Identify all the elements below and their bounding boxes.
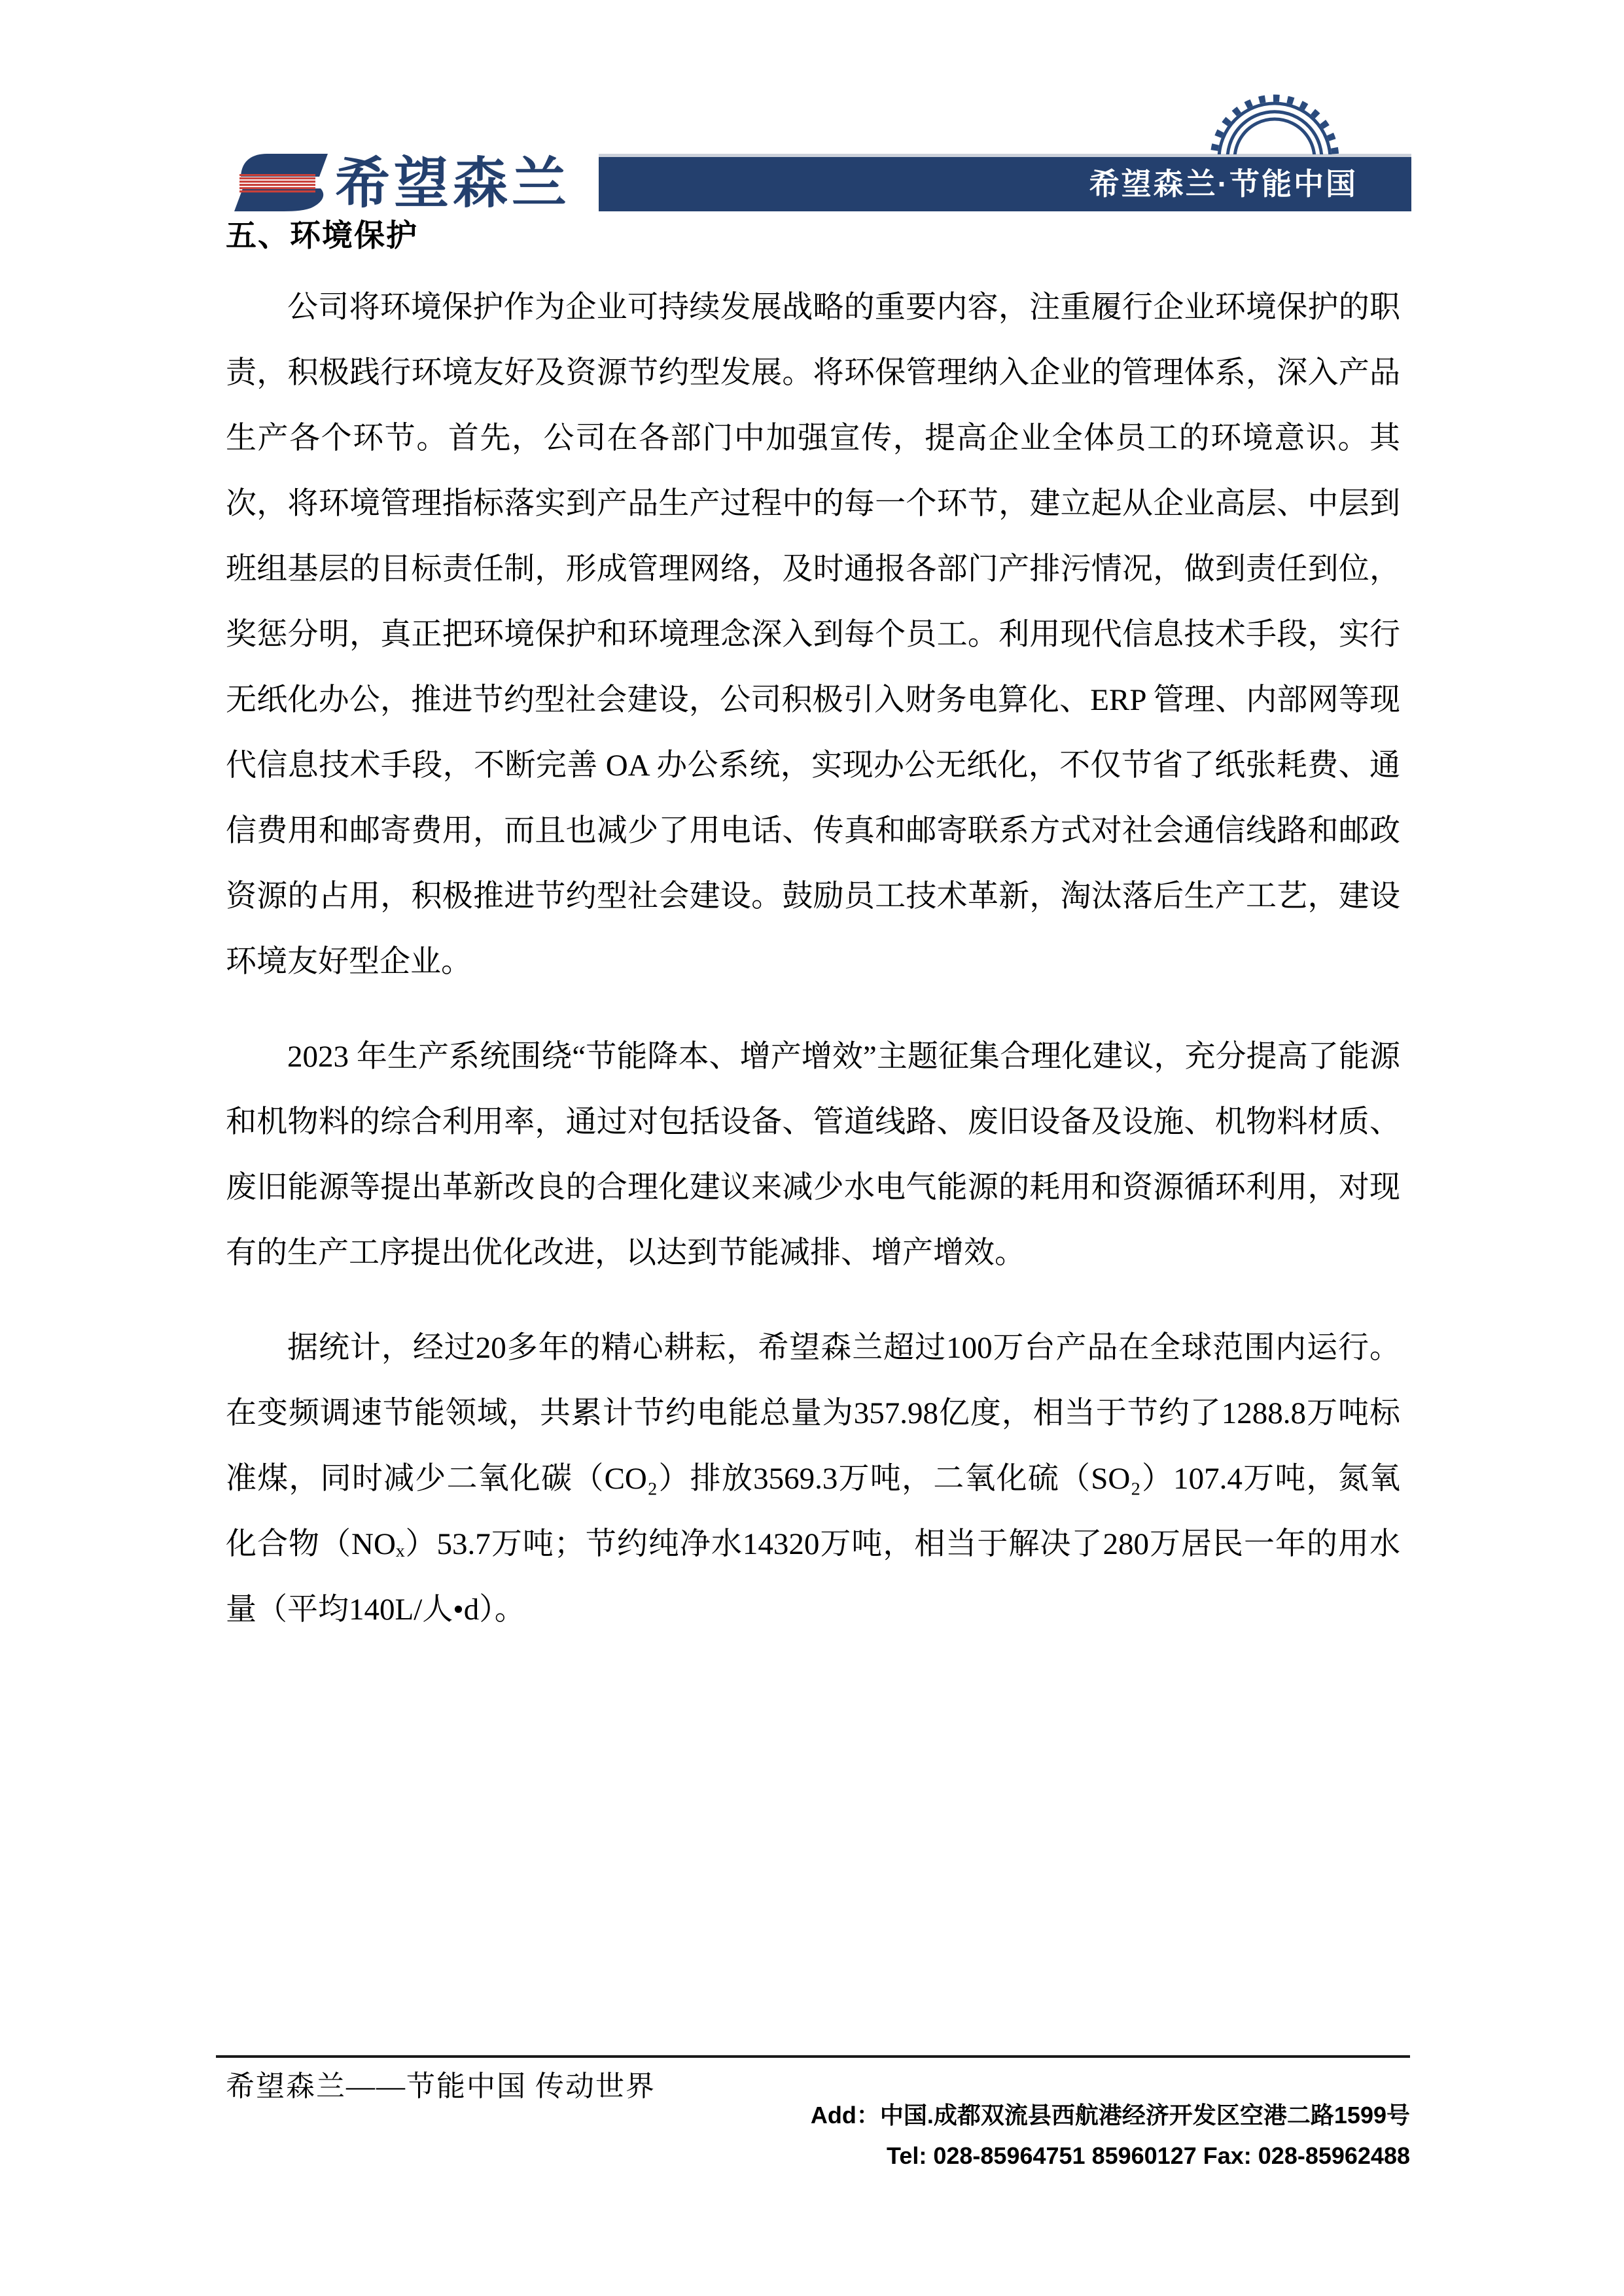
senlan-logo-icon (233, 152, 328, 213)
logo-text: 希望森兰 (335, 152, 571, 214)
body-paragraph: 据统计，经过20多年的精心耕耘，希望森兰超过100万台产品在全球范围内运行。在变频调速节能领域，共累计节约电能总量为357.98亿度，相当于节约了1288.8万吨标准煤，同时减少二氧化碳（CO₂）排放3569.3万吨，二氧化硫（SO₂）107.4万吨，氮氧化合物（NOₓ）53.7万吨；节约纯净水14320万吨，相当于解决了280万居民一年的用水量（平均140L/人•d）。 (226, 1331, 1400, 1627)
body-text (226, 275, 1400, 1672)
footer-contact (811, 2095, 1410, 2176)
gear-icon (1207, 92, 1342, 154)
banner-slogan: 希望森兰·节能中国 (1089, 167, 1358, 201)
body-paragraph: 公司将环境保护作为企业可持续发展战略的重要内容，注重履行企业环境保护的职责，积极践行环境友好及资源节约型发展。将环保管理纳入企业的管理体系，深入产品生产各个环节。首先，公司在各部门中加强宣传，提高企业全体员工的环境意识。其次，将环境管理指标落实到产品生产过程中的每一个环节，建立起从企业高层、中层到班组基层的目标责任制，形成管理网络，及时通报各部门产排污情况，做到责任到位，奖惩分明，真正把环境保护和环境理念深入到每个员工。利用现代信息技术手段，实行无纸化办公，推进节约型社会建设，公司积极引入财务电算化、ERP 管理、内部网等现代信息技术手段，不断完善 OA 办公系统，实现办公无纸化，不仅节省了纸张耗费、通信费用和邮寄费用，而且也减少了用电话、传真和邮寄联系方式对社会通信线路和邮政资源的占用，积极推进节约型社会建设。鼓励员工技术革新，淘汰落后生产工艺，建设环境友好型企业。 (226, 291, 1400, 979)
footer-slogan: 希望森兰——节能中国 传动世界 (226, 2070, 656, 2102)
section-title: 五、环境保护 (226, 219, 418, 253)
header-banner (599, 154, 1411, 211)
footer-address: Add：中国.成都双流县西航港经济开发区空港二路1599号 (810, 2102, 1410, 2128)
footer-telfax: Tel: 028-85964751 85960127 Fax: 028-85962488 (887, 2142, 1410, 2169)
footer-divider (216, 2055, 1410, 2058)
body-paragraph: 2023 年生产系统围绕“节能降本、增产增效”主题征集合理化建议，充分提高了能源和机物料的综合利用率，通过对包括设备、管道线路、废旧设备及设施、机物料材质、废旧能源等提出革新改良的合理化建议来减少水电气能源的耗用和资源循环利用，对现有的生产工序提出优化改进，以达到节能减排、增产增效。 (226, 1040, 1400, 1270)
